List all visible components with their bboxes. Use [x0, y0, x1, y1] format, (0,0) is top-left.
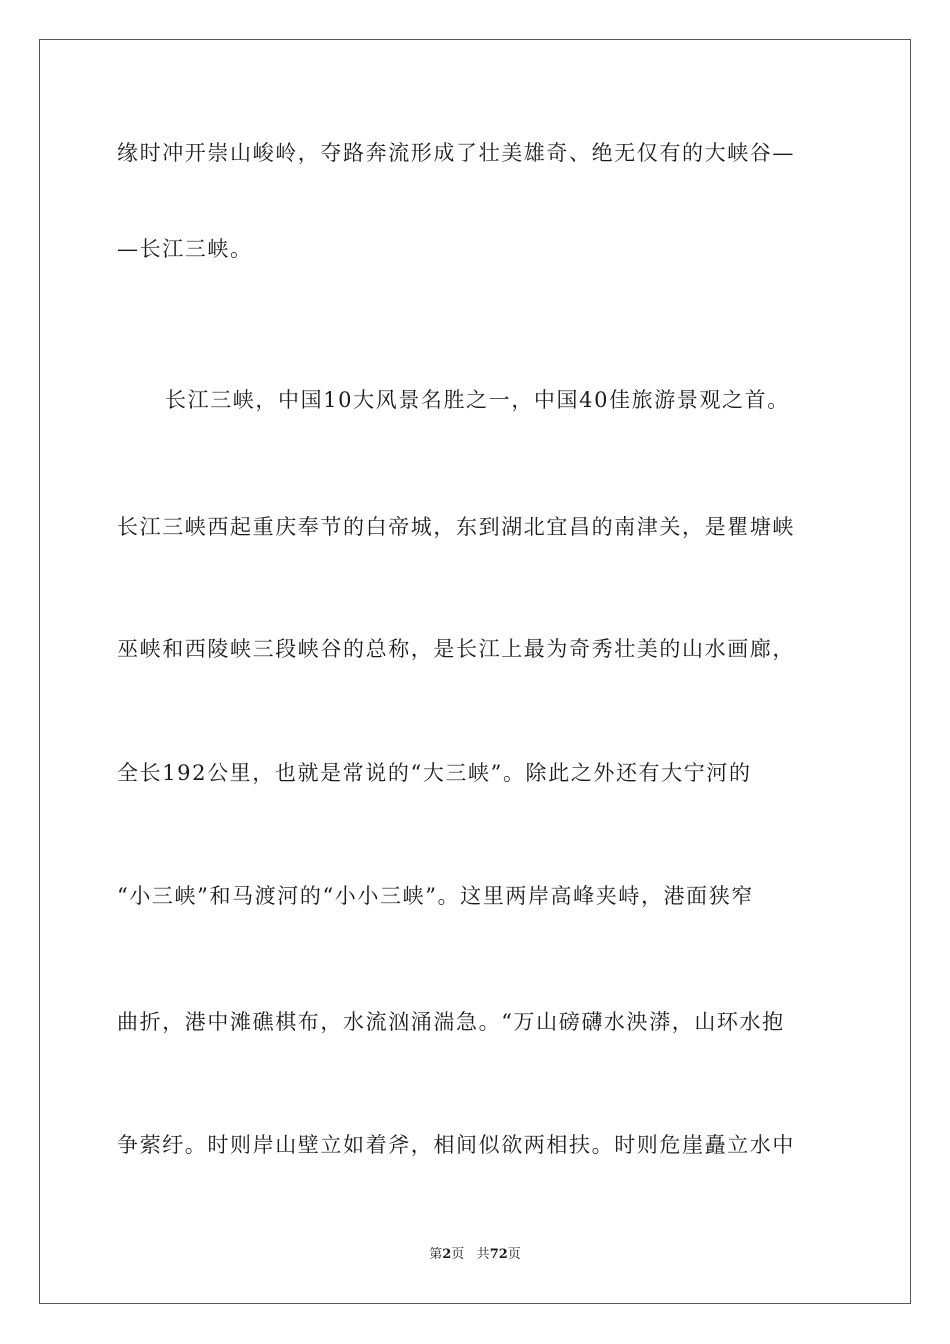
footer-page-prefix: 第: [429, 1247, 443, 1262]
text-line-8: 曲折，港中滩礁棋布，水流汹涌湍急。“万山磅礴水泱漭，山环水抱: [117, 1010, 785, 1034]
footer-total-prefix: 共: [476, 1247, 490, 1262]
text-line-1: 缘时冲开崇山峻岭，夺路奔流形成了壮美雄奇、绝无仅有的大峡谷—: [117, 141, 795, 165]
text-line-2: —长江三峡。: [117, 237, 253, 261]
footer-total-suffix: 页: [507, 1247, 521, 1262]
text-line-5: 巫峡和西陵峡三段峡谷的总称，是长江上最为奇秀壮美的山水画廊，: [117, 637, 795, 661]
text-line-6: 全长192公里，也就是常说的“大三峡”。除此之外还有大宁河的: [117, 761, 752, 785]
footer-page-number: 2: [442, 1247, 452, 1262]
text-line-7: “小三峡”和马渡河的“小小三峡”。这里两岸高峰夹峙，港面狭窄: [117, 884, 754, 908]
page-border: [39, 39, 911, 1304]
page-footer: [0, 1246, 950, 1264]
text-line-4: 长江三峡西起重庆奉节的白帝城，东到湖北宜昌的南津关，是瞿塘峡: [117, 515, 795, 539]
footer-total-pages: 72: [489, 1247, 508, 1262]
text-line-9: 争萦纡。时则岸山壁立如着斧，相间似欲两相扶。时则危崖矗立水中: [117, 1133, 795, 1157]
footer-page-suffix: 页: [451, 1247, 465, 1262]
text-line-3-paragraph-start: 长江三峡，中国10大风景名胜之一，中国40佳旅游景观之首。: [165, 388, 790, 412]
